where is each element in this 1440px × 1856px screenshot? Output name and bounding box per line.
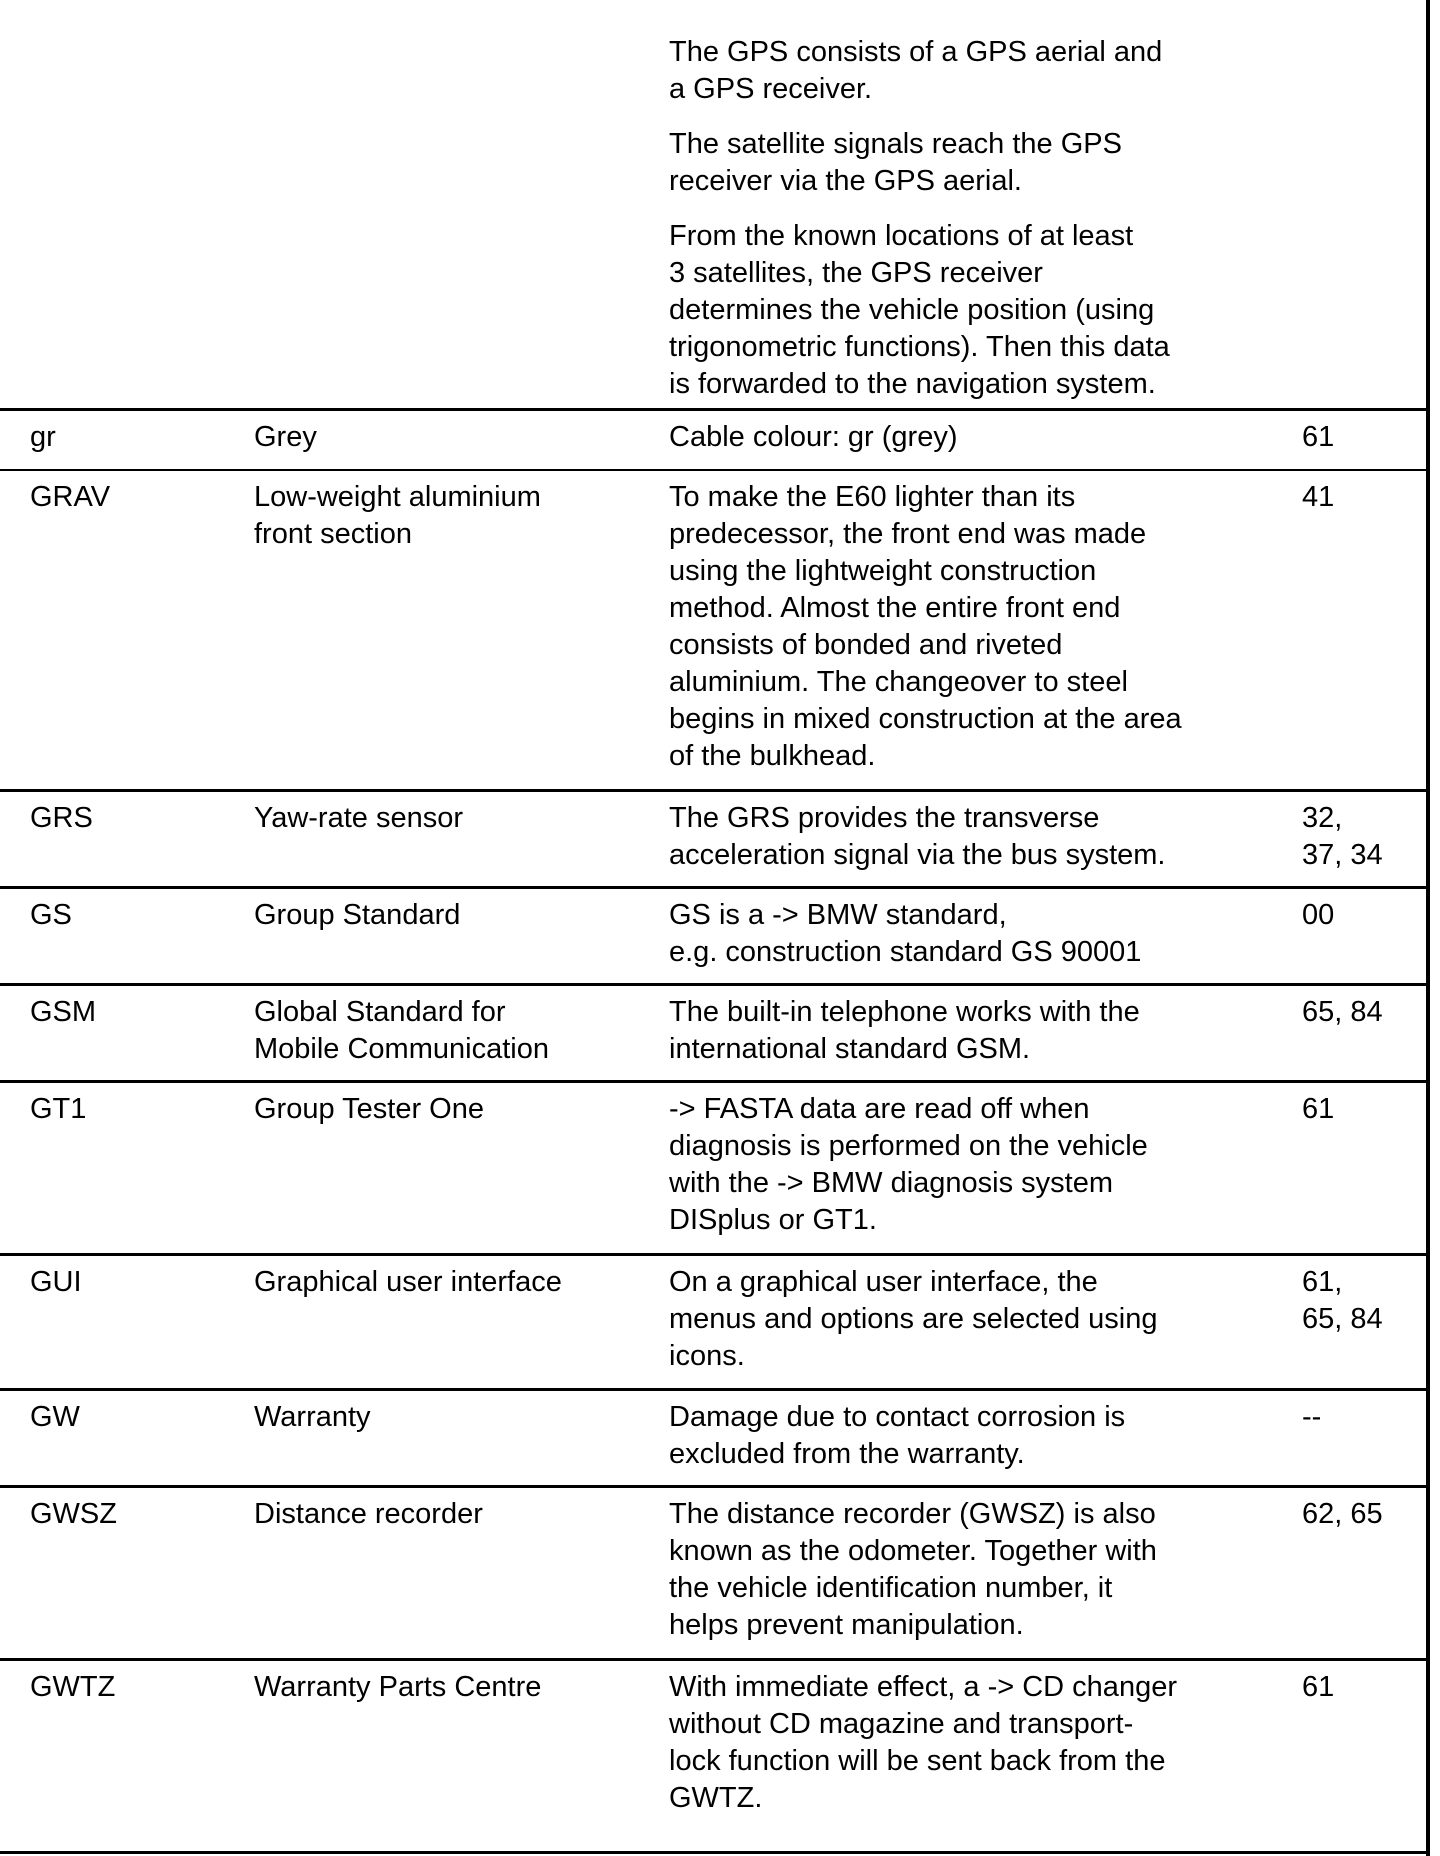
entry-pages: 62, 65 (1302, 1498, 1383, 1530)
entry-pages: -- (1302, 1401, 1322, 1433)
entry-abbreviation: GW (30, 1401, 80, 1433)
entry-pages: 41 (1302, 481, 1335, 513)
gps-paragraph: The satellite signals reach the GPS receiver via the GPS aerial. (669, 128, 1122, 197)
glossary-entry-gwtz (0, 1658, 1426, 1856)
entry-abbreviation: GSM (30, 996, 97, 1028)
entry-description: -> FASTA data are read off when diagnosis is performed on the vehicle with the -> BMW diagnosis system DISplus or GT1. (669, 1093, 1148, 1236)
entry-description: The GRS provides the transverse acceleration signal via the bus system. (669, 802, 1166, 871)
entry-abbreviation: GRAV (30, 481, 111, 513)
entry-term: Grey (254, 421, 317, 453)
entry-pages: 61 (1302, 1671, 1335, 1703)
entry-term: Low-weight aluminium front section (254, 481, 541, 550)
entry-term: Warranty (254, 1401, 371, 1433)
glossary-entry-grs (0, 789, 1426, 886)
glossary-entry-gs (0, 886, 1426, 983)
entry-description: On a graphical user interface, the menus and options are selected using icons. (669, 1266, 1158, 1372)
table-bottom-rule (0, 1851, 1426, 1854)
entry-term: Yaw-rate sensor (254, 802, 463, 834)
entry-pages: 61 (1302, 421, 1335, 453)
entry-description: GS is a -> BMW standard, e.g. construction standard GS 90001 (669, 899, 1142, 968)
entry-description: The distance recorder (GWSZ) is also known as the odometer. Together with the vehicle identification number, it helps prevent manipulation. (669, 1498, 1157, 1641)
entry-description: With immediate effect, a -> CD changer without CD magazine and transport- lock function will be sent back from the GWTZ. (669, 1671, 1177, 1814)
entry-description: To make the E60 lighter than its predecessor, the front end was made using the lightweight construction method. Almost the entire front end consists of bonded and riveted aluminium. The changeover to steel begins in mixed construction at the area of the bulkhead. (669, 481, 1182, 772)
glossary-entry-gui (0, 1253, 1426, 1388)
entry-pages: 65, 84 (1302, 996, 1383, 1028)
glossary-entry-grav (0, 469, 1426, 789)
glossary-entry-gwsz (0, 1485, 1426, 1658)
gps-description (669, 34, 1269, 421)
entry-abbreviation: GT1 (30, 1093, 87, 1125)
entry-description: Cable colour: gr (grey) (669, 421, 958, 453)
entry-pages: 00 (1302, 899, 1335, 931)
glossary-entry-gt1 (0, 1080, 1426, 1253)
entry-abbreviation: GWSZ (30, 1498, 117, 1530)
page-right-border (1426, 0, 1430, 1856)
entry-term: Graphical user interface (254, 1266, 562, 1298)
entry-term: Group Tester One (254, 1093, 484, 1125)
entry-description: The built-in telephone works with the international standard GSM. (669, 996, 1140, 1065)
entry-pages: 61 (1302, 1093, 1335, 1125)
entry-abbreviation: gr (30, 421, 56, 453)
gps-paragraph: The GPS consists of a GPS aerial and a GPS receiver. (669, 36, 1163, 105)
entry-abbreviation: GS (30, 899, 72, 931)
entry-term: Group Standard (254, 899, 461, 931)
entry-description: Damage due to contact corrosion is excluded from the warranty. (669, 1401, 1126, 1470)
gps-continuation (0, 0, 1426, 408)
entry-abbreviation: GRS (30, 802, 93, 834)
glossary-entry-gr (0, 408, 1426, 469)
entry-abbreviation: GUI (30, 1266, 82, 1298)
entry-term: Global Standard for Mobile Communication (254, 996, 549, 1065)
glossary-entry-gw (0, 1388, 1426, 1485)
entry-term: Distance recorder (254, 1498, 483, 1530)
entry-pages: 61, 65, 84 (1302, 1266, 1383, 1335)
gps-paragraph: From the known locations of at least 3 satellites, the GPS receiver determines the vehicle position (using trigonometric functions). Then this data is forwarded to the navigation system. (669, 220, 1170, 400)
entry-term: Warranty Parts Centre (254, 1671, 542, 1703)
glossary-entry-gsm (0, 983, 1426, 1080)
entry-pages: 32, 37, 34 (1302, 802, 1383, 871)
entry-abbreviation: GWTZ (30, 1671, 116, 1703)
